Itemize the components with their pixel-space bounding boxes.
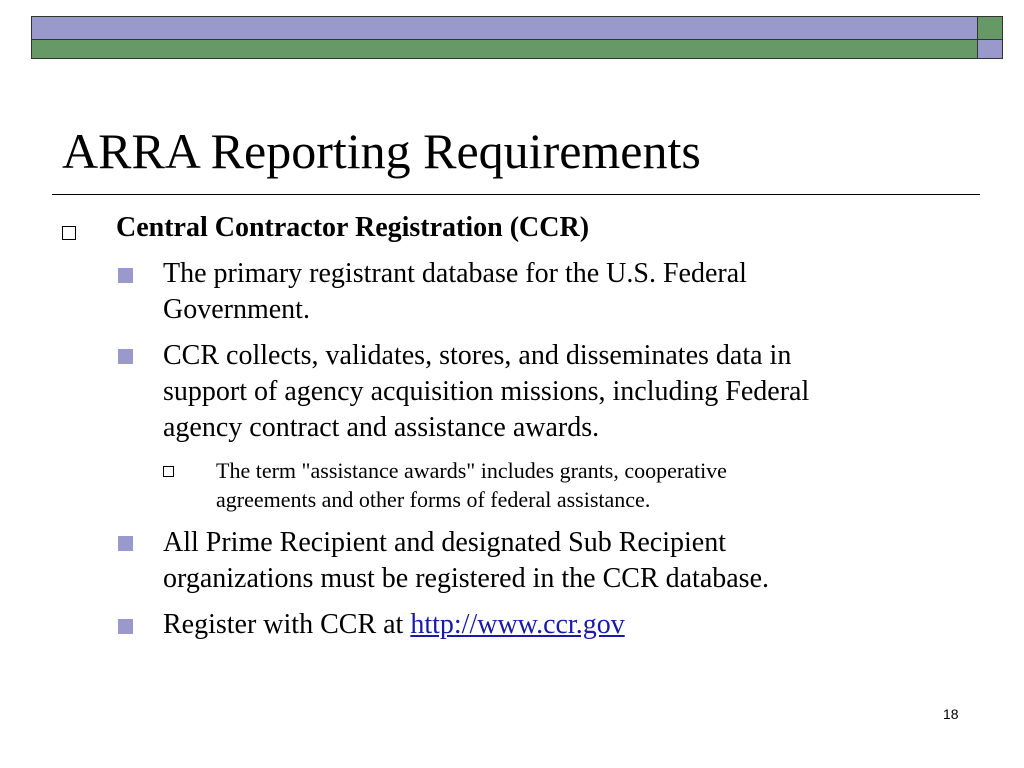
hollow-square-bullet-icon xyxy=(62,226,76,240)
bullet-item-2-line: CCR collects, validates, stores, and disseminates data in xyxy=(163,340,792,371)
hollow-square-sub-bullet-icon xyxy=(163,466,174,477)
sub-bullet-line: The term "assistance awards" includes grants, cooperative xyxy=(216,458,727,483)
register-text: Register with CCR at xyxy=(163,609,411,640)
bullet-item-1-line: The primary registrant database for the U.S. Federal xyxy=(163,258,747,289)
ccr-website-link[interactable]: http://www.ccr.gov xyxy=(410,609,625,640)
slide-title: ARRA Reporting Requirements xyxy=(62,123,701,179)
bullet-item-1 xyxy=(163,256,747,328)
bullet-item-2-line: agency contract and assistance awards. xyxy=(163,412,600,443)
bullet-item-3-line: organizations must be registered in the CCR database. xyxy=(163,563,770,594)
square-bullet-icon xyxy=(118,349,133,364)
square-bullet-icon xyxy=(118,619,133,634)
square-bullet-icon xyxy=(118,536,133,551)
bullet-item-2 xyxy=(163,338,809,446)
sub-bullet-line: agreements and other forms of federal assistance. xyxy=(216,487,651,512)
header-bar-green xyxy=(31,40,978,59)
bullet-item-3-line: All Prime Recipient and designated Sub Recipient xyxy=(163,527,726,558)
bullet-item-4 xyxy=(163,607,625,643)
sub-bullet-item xyxy=(216,456,727,514)
page-number: 18 xyxy=(943,706,959,722)
header-square-lavender xyxy=(978,40,1003,59)
square-bullet-icon xyxy=(118,268,133,283)
bullet-item-1-line: Government. xyxy=(163,294,310,325)
bullet-item-3 xyxy=(163,525,769,597)
header-bar-lavender xyxy=(31,16,978,40)
title-underline xyxy=(52,194,980,195)
bullet-item-2-line: support of agency acquisition missions, including Federal xyxy=(163,376,810,407)
header-square-green xyxy=(978,16,1003,40)
bullet-heading: Central Contractor Registration (CCR) xyxy=(116,212,590,243)
